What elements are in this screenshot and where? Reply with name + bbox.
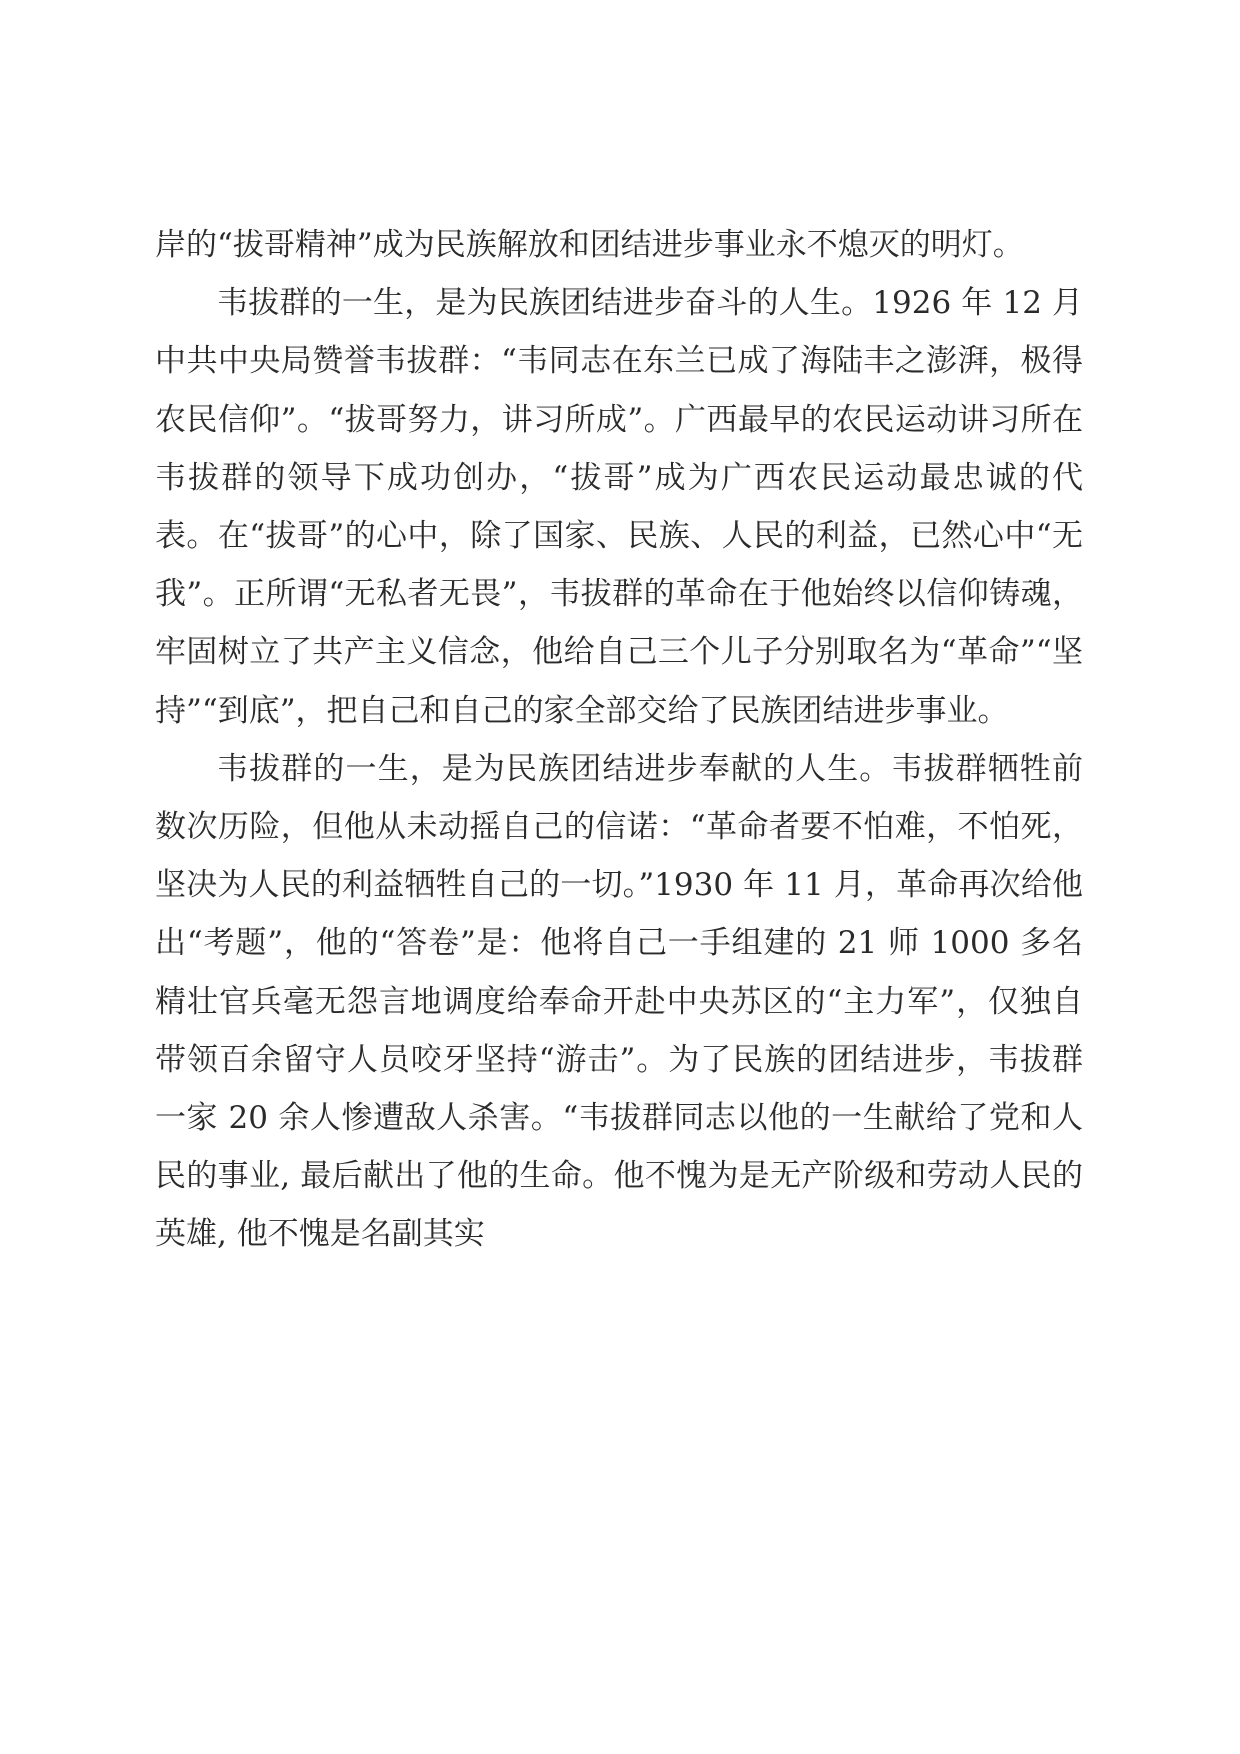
paragraph-dedication: 韦拔群的一生，是为民族团结进步奉献的人生。韦拔群牺牲前数次历险，但他从未动摇自己的信诺：“革命者要不怕难，不怕死，坚决为人民的利益牺牲自己的一切。”1930 年 11 月，革命再次给他出“考题”，他的“答卷”是：他将自己一手组建的 21 师 1000 多名精壮官兵毫无怨言地调度给奉命开赴中央苏区的“主力军”，仅独自带领百余留守人员咬牙坚持“游击”。为了民族的团结进步，韦拔群一家 20 余人惨遭敌人杀害。“韦拔群同志以他的一生献给了党和人民的事业, 最后献出了他的生命。他不愧为是无产阶级和劳动人民的英雄, 他不愧是名副其实 (155, 750, 1083, 1253)
body-text (155, 216, 1083, 1264)
paragraph-struggle: 韦拔群的一生，是为民族团结进步奋斗的人生。1926 年 12 月中共中央局赞誉韦拔群：“韦同志在东兰已成了海陆丰之澎湃，极得农民信仰”。“拔哥努力，讲习所成”。广西最早的农民运动讲习所在韦拔群的领导下成功创办，“拔哥”成为广西农民运动最忠诚的代表。在“拔哥”的心中，除了国家、民族、人民的利益，已然心中“无我”。正所谓“无私者无畏”，韦拔群的革命在于他始终以信仰铸魂，牢固树立了共产主义信念，他给自己三个儿子分别取名为“革命”“坚持”“到底”，把自己和自己的家全部交给了民族团结进步事业。 (155, 285, 1083, 729)
paragraph-continuation: 岸的“拔哥精神”成为民族解放和团结进步事业永不熄灭的明灯。 (155, 227, 1024, 263)
